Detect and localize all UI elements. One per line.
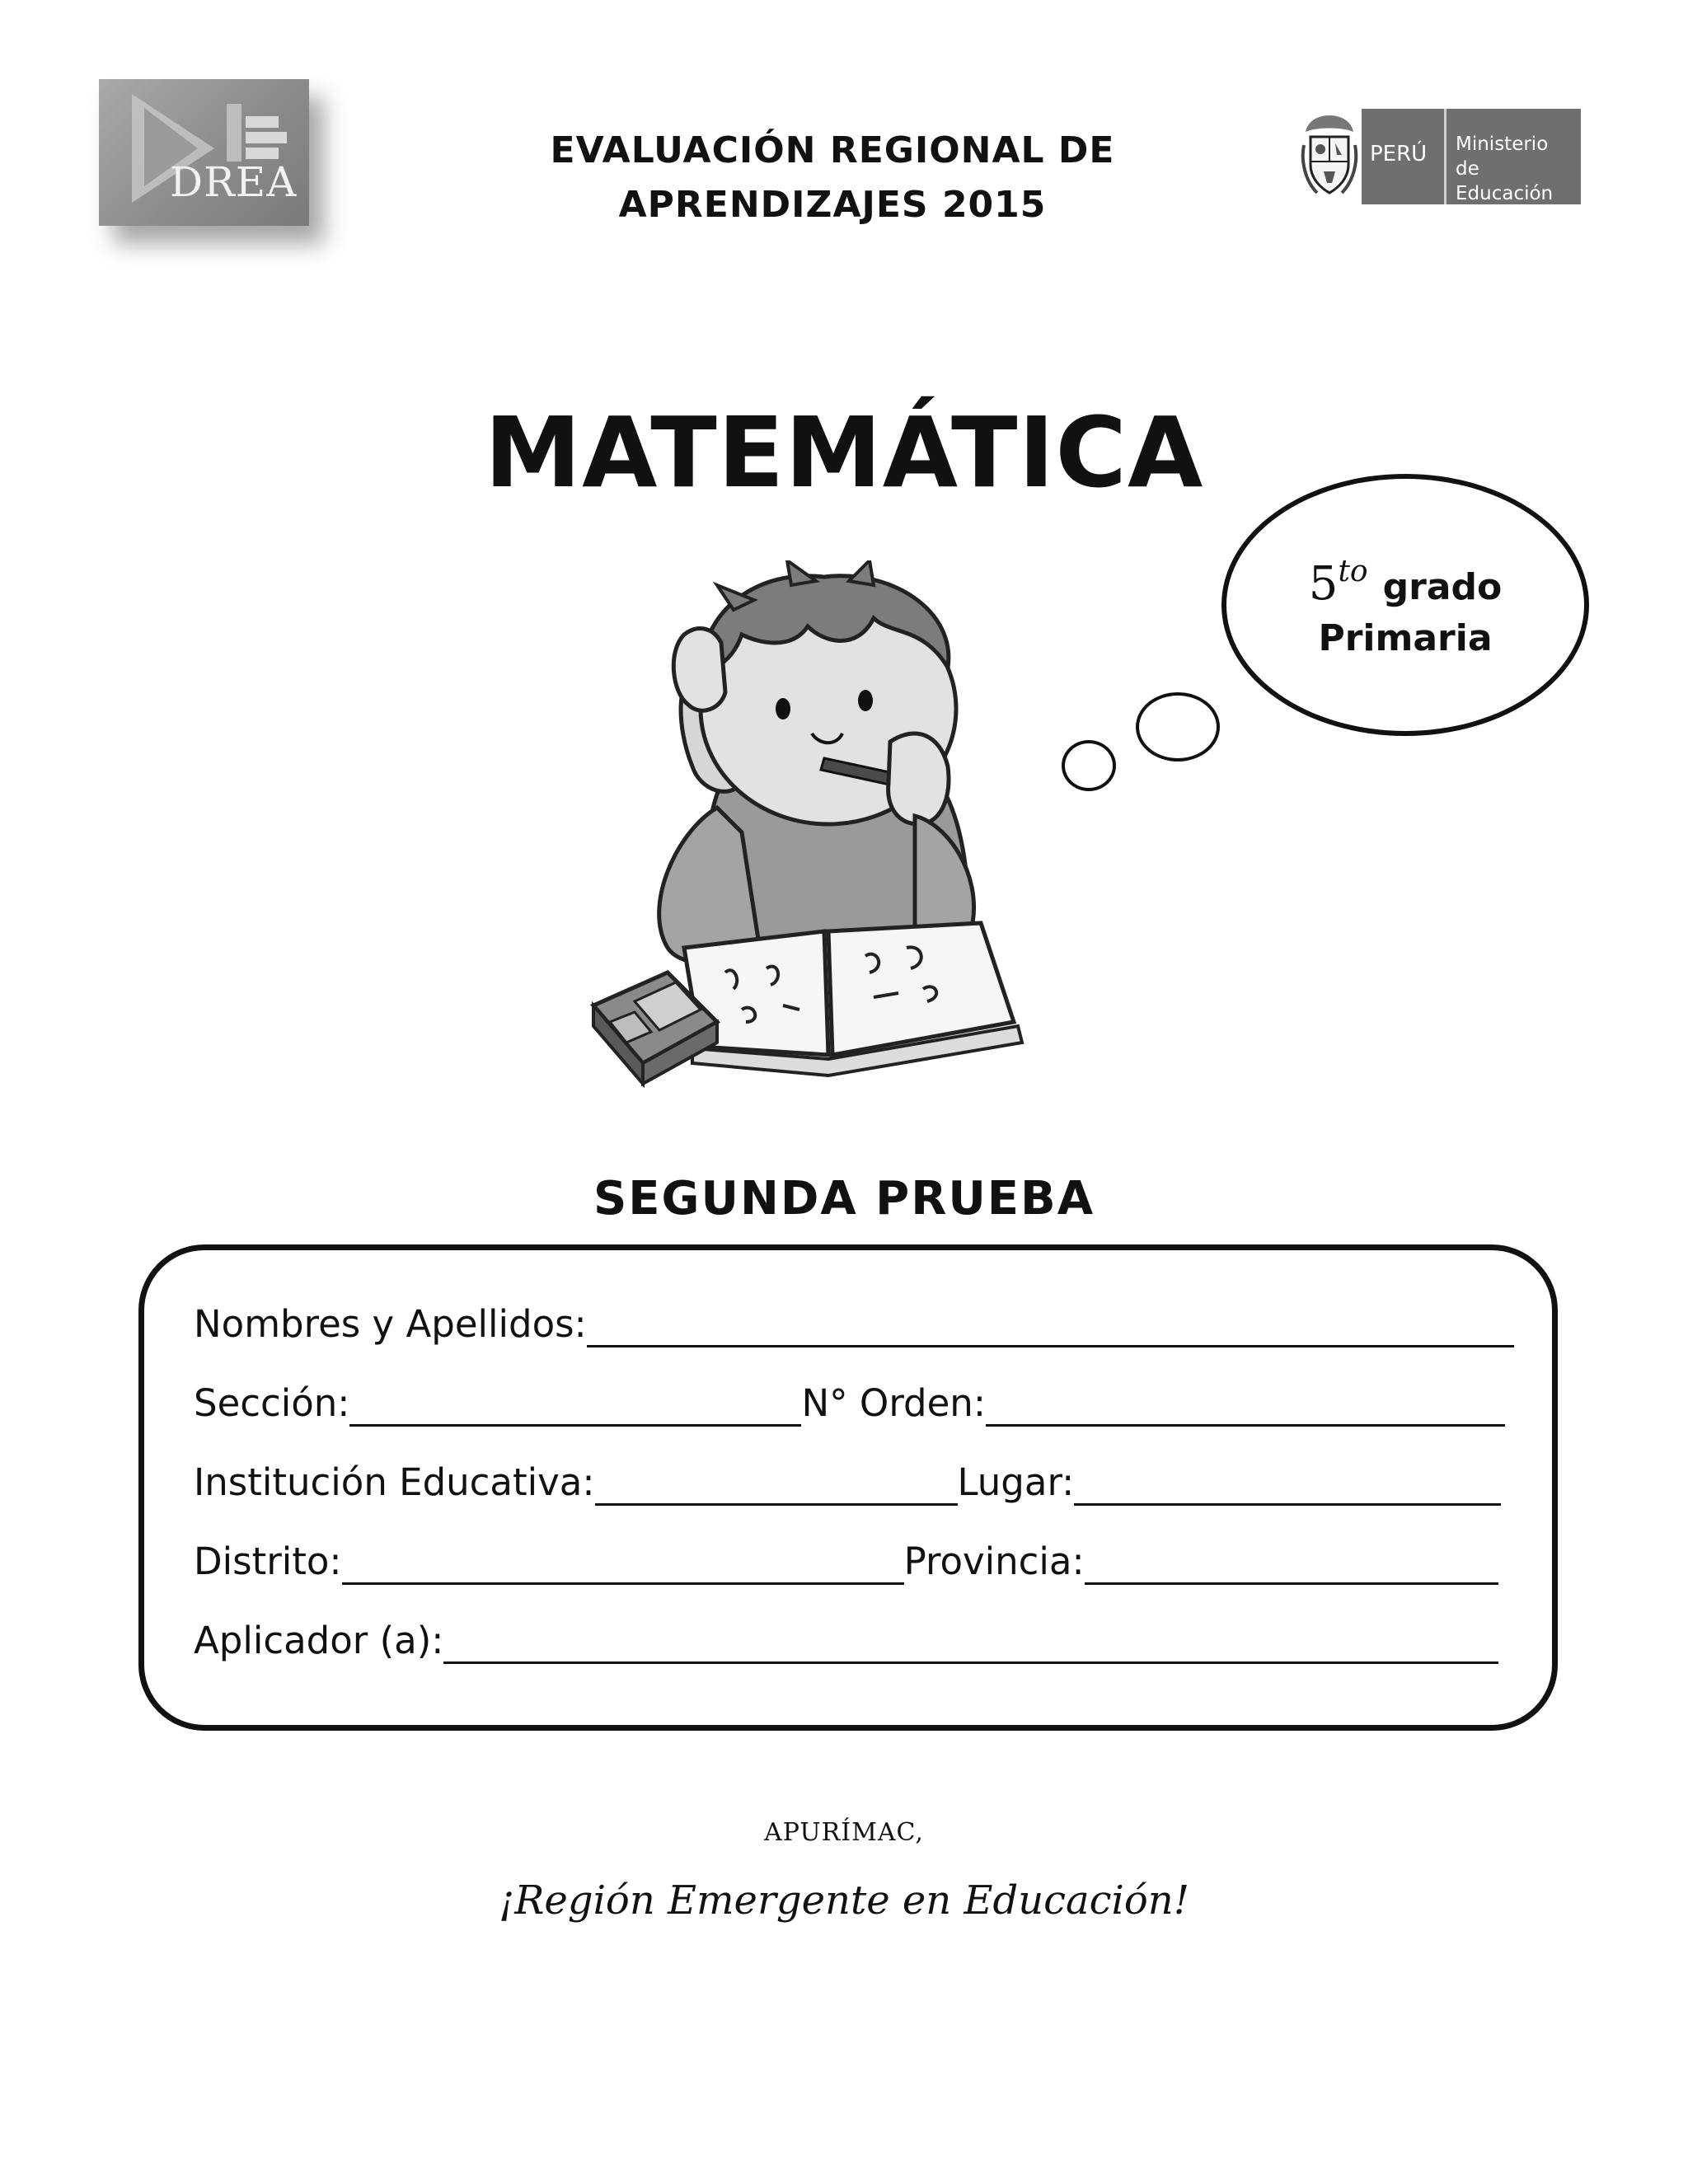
drea-logo-text: DREA	[170, 158, 298, 206]
section-label: Sección:	[194, 1381, 350, 1425]
district-label: Distrito:	[194, 1540, 342, 1583]
place-field[interactable]	[1074, 1469, 1501, 1506]
ministry-name-line1: Ministerio	[1456, 134, 1549, 155]
district-field[interactable]	[342, 1549, 904, 1585]
institution-label: Institución Educativa:	[194, 1460, 595, 1504]
header-title	[462, 124, 1203, 232]
grade-number: 5	[1308, 557, 1339, 611]
applicator-label: Aplicador (a):	[194, 1619, 444, 1662]
form-row-applicator	[194, 1613, 1498, 1664]
grade-thought-bubble	[1221, 474, 1589, 736]
order-number-label: N° Orden:	[801, 1381, 986, 1425]
name-field[interactable]	[587, 1311, 1514, 1347]
form-row-section-order	[194, 1376, 1505, 1427]
page-title: MATEMÁTICA	[484, 396, 1204, 509]
province-field[interactable]	[1085, 1549, 1498, 1585]
form-row-institution-place	[194, 1455, 1501, 1506]
section-field[interactable]	[349, 1390, 801, 1427]
form-row-name	[194, 1296, 1514, 1347]
footer-region: APURÍMAC,	[764, 1818, 924, 1847]
student-info-form	[138, 1244, 1558, 1731]
grade-superscript: to	[1338, 555, 1368, 588]
name-label: Nombres y Apellidos:	[194, 1302, 587, 1346]
coat-of-arms-icon	[1301, 112, 1358, 201]
grade-word: grado	[1382, 566, 1503, 608]
banner-divider	[1444, 109, 1447, 204]
place-label: Lugar:	[957, 1460, 1075, 1504]
header-title-line2: APRENDIZAJES 2015	[618, 184, 1047, 226]
ministry-name	[1456, 132, 1581, 206]
header-title-line1: EVALUACIÓN REGIONAL DE	[550, 129, 1115, 171]
ministry-name-line2: de Educación	[1456, 158, 1554, 204]
order-number-field[interactable]	[986, 1390, 1505, 1427]
drea-logo	[99, 79, 309, 226]
thought-bubble-medium	[1136, 692, 1220, 762]
footer-motto: ¡Región Emergente en Educación!	[499, 1877, 1189, 1924]
ministry-banner	[1362, 109, 1581, 204]
applicator-field[interactable]	[443, 1628, 1498, 1664]
test-label: SEGUNDA PRUEBA	[593, 1172, 1095, 1226]
grade-line	[1226, 555, 1584, 611]
grade-level: Primaria	[1318, 617, 1493, 659]
province-label: Provincia:	[903, 1540, 1085, 1583]
ministry-logo	[1301, 109, 1581, 204]
institution-field[interactable]	[595, 1469, 958, 1506]
form-row-district-province	[194, 1534, 1498, 1585]
peru-label: PERÚ	[1370, 142, 1428, 166]
student-studying-illustration	[577, 560, 1113, 1088]
